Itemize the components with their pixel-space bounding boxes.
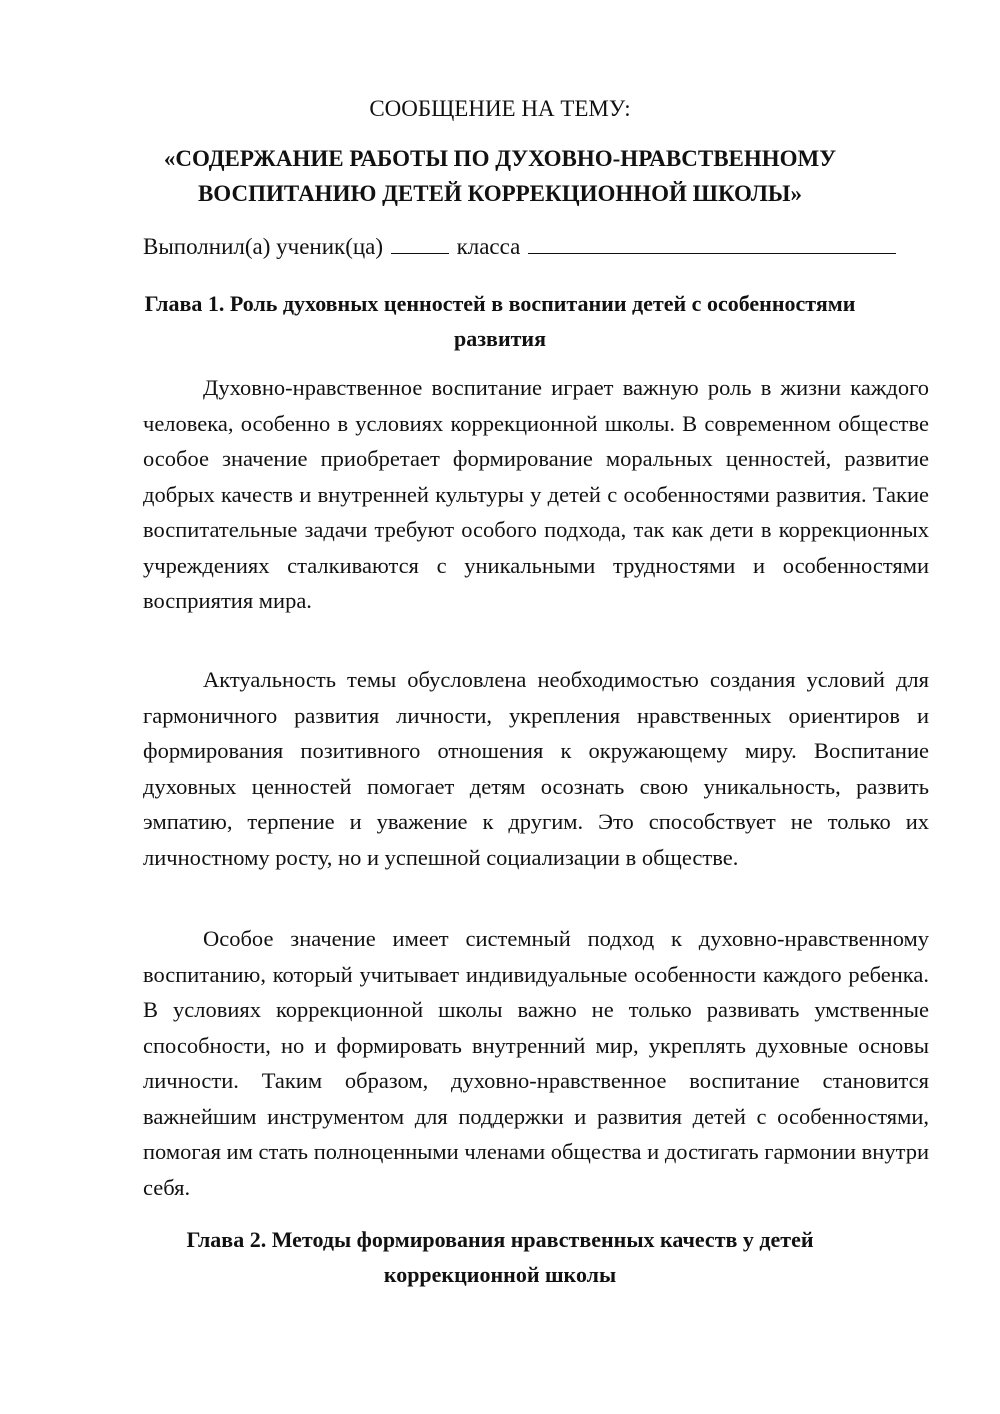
author-byline [143,230,898,264]
author-name-blank[interactable] [528,231,896,254]
body-paragraph: Духовно-нравственное воспитание играет важную роль в жизни каждого человека, особенно в условиях коррекционной школы. В современном обществе особое значение приобретает формирование моральных ценностей, развитие добрых качеств и внутренней культуры у детей с особенностями развития. Такие воспитательные задачи требуют особого подхода, так как дети в коррекционных учреждениях сталкиваются с уникальными трудностями и особенностями восприятия мира. [143,375,929,613]
chapter-1-heading-line-2: развития [453,326,547,351]
body-paragraph: Особое значение имеет системный подход к духовно-нравственному воспитанию, который учитывает индивидуальные особенности каждого ребенка. В условиях коррекционной школы важно не только развивать умственные способности, но и формировать внутренний мир, укреплять духовные основы личности. Таким образом, духовно-нравственное воспитание становится важнейшим инструментом для поддержки и развития детей с особенностями, помогая им стать полноценными членами общества и достигать гармонии внутри себя. [143,926,929,1200]
document-title-line-2: ВОСПИТАНИЮ ДЕТЕЙ КОРРЕКЦИОННОЙ ШКОЛЫ» [197,181,803,206]
author-label: Выполнил(а) ученик(ца) [143,234,384,259]
chapter-2-heading-line-2: коррекционной школы [383,1262,617,1287]
class-number-blank[interactable] [391,231,449,254]
document-kicker: СООБЩЕНИЕ НА ТЕМУ: [369,96,631,121]
chapter-2-heading-line-1: Глава 2. Методы формирования нравственных качеств у детей [186,1227,814,1252]
chapter-1-heading-line-1: Глава 1. Роль духовных ценностей в воспитании детей с особенностями [144,291,856,316]
body-paragraph: Актуальность темы обусловлена необходимостью создания условий для гармоничного развития личности, укрепления нравственных ориентиров и формирования позитивного отношения к окружающему миру. Воспитание духовных ценностей помогает детям осознать свою уникальность, развить эмпатию, терпение и уважение к другим. Это способствует не только их личностному росту, но и успешной социализации в обществе. [143,667,929,870]
class-label: класса [456,234,521,259]
document-title-line-1: «СОДЕРЖАНИЕ РАБОТЫ ПО ДУХОВНО-НРАВСТВЕННОМУ [163,146,837,171]
